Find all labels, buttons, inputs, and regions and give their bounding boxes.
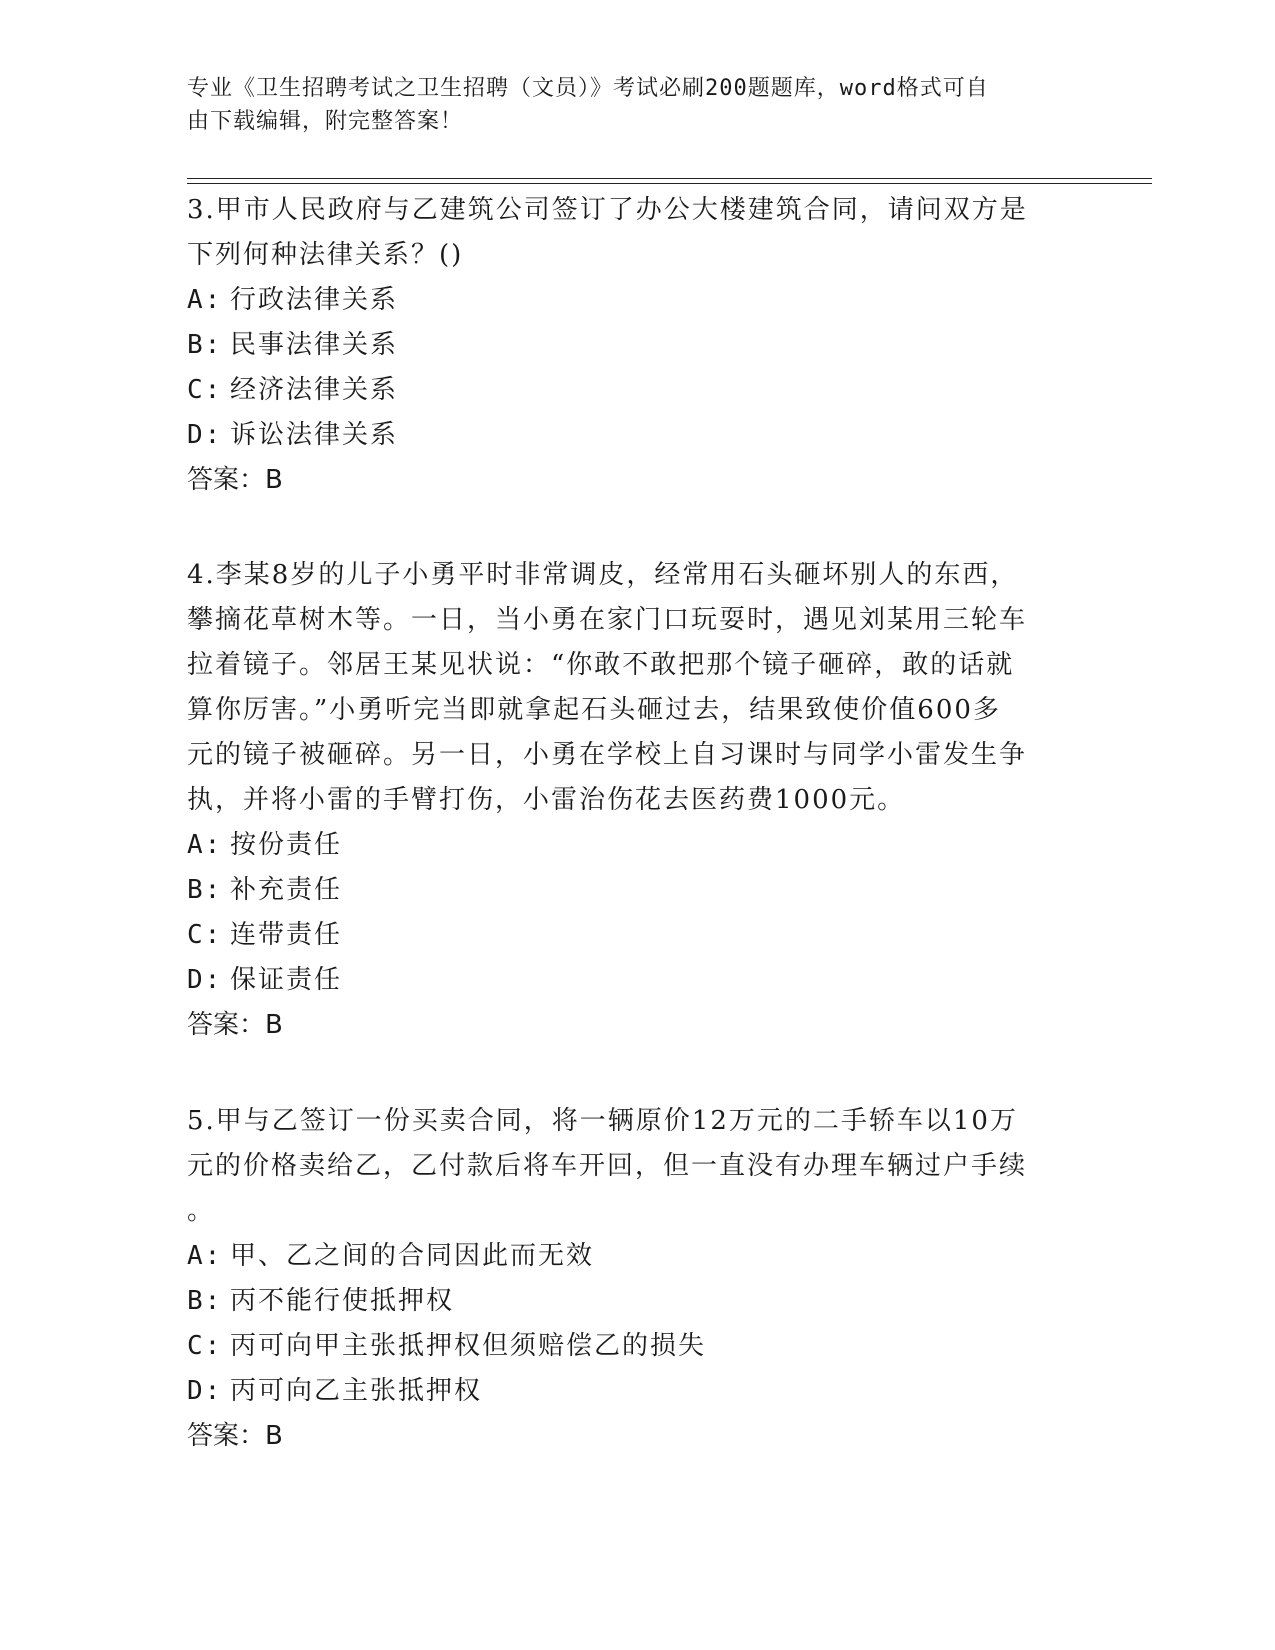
- option-letter: D:: [187, 420, 223, 450]
- question-stem-line: 拉着镜子。邻居王某见状说：“你敢不敢把那个镜子砸碎，敢的话就: [187, 650, 1015, 680]
- option-text: 丙可向甲主张抵押权但须赔偿乙的损失: [230, 1331, 707, 1361]
- option-text: 丙可向乙主张抵押权: [230, 1376, 483, 1406]
- question-stem-line: 下列何种法律关系？(): [187, 240, 464, 270]
- question-stem-line: 算你厉害。”小勇听完当即就拿起石头砸过去，结果致使价值600多: [187, 695, 1001, 725]
- option-c: [187, 368, 1067, 413]
- header-divider-bottom: [187, 183, 1152, 184]
- option-text: 诉讼法律关系: [230, 420, 399, 450]
- option-text: 补充责任: [230, 875, 343, 905]
- answer-line: 答案：B: [187, 1421, 283, 1451]
- question-stem-line: 元的价格卖给乙，乙付款后将车开回，但一直没有办理车辆过户手续: [187, 1151, 1028, 1181]
- option-text: 行政法律关系: [230, 285, 399, 315]
- option-b: [187, 323, 1067, 368]
- option-letter: B:: [187, 1286, 223, 1316]
- option-b: [187, 868, 1067, 913]
- option-d: [187, 1369, 1067, 1414]
- option-text: 民事法律关系: [230, 330, 399, 360]
- option-letter: C:: [187, 375, 223, 405]
- option-letter: A:: [187, 1241, 223, 1271]
- option-text: 甲、乙之间的合同因此而无效: [230, 1241, 595, 1271]
- option-b: [187, 1279, 1067, 1324]
- option-letter: D:: [187, 965, 223, 995]
- option-text: 丙不能行使抵押权: [230, 1286, 455, 1316]
- option-letter: A:: [187, 285, 223, 315]
- option-text: 连带责任: [230, 920, 343, 950]
- question-5: [187, 1099, 1067, 1459]
- option-a: [187, 823, 1067, 868]
- option-letter: C:: [187, 920, 223, 950]
- option-text: 保证责任: [230, 965, 343, 995]
- question-3: [187, 188, 1067, 503]
- question-stem-line: 3.甲市人民政府与乙建筑公司签订了办公大楼建筑合同，请问双方是: [187, 195, 1028, 225]
- option-d: [187, 413, 1067, 458]
- option-a: [187, 1234, 1067, 1279]
- question-stem-line: 4.李某8岁的儿子小勇平时非常调皮，经常用石头砸坏别人的东西，: [187, 560, 1019, 590]
- option-letter: B:: [187, 330, 223, 360]
- option-text: 经济法律关系: [230, 375, 399, 405]
- question-stem-line: 执，并将小雷的手臂打伤，小雷治伤花去医药费1000元。: [187, 785, 906, 815]
- option-c: [187, 1324, 1067, 1369]
- option-letter: C:: [187, 1331, 223, 1361]
- document-header: [187, 72, 1067, 138]
- question-4: [187, 553, 1067, 1048]
- answer-line: 答案：B: [187, 1010, 283, 1040]
- header-line-2: 由下载编辑，附完整答案！: [187, 109, 464, 134]
- header-line-1: 专业《卫生招聘考试之卫生招聘（文员）》考试必刷200题题库，word格式可自: [187, 76, 989, 101]
- header-divider-top: [187, 178, 1152, 179]
- answer-line: 答案：B: [187, 465, 283, 495]
- option-a: [187, 278, 1067, 323]
- option-c: [187, 913, 1067, 958]
- option-letter: D:: [187, 1376, 223, 1406]
- question-stem-line: 攀摘花草树木等。一日，当小勇在家门口玩耍时，遇见刘某用三轮车: [187, 605, 1028, 635]
- question-stem-line: 。: [187, 1196, 216, 1226]
- option-d: [187, 958, 1067, 1003]
- option-letter: A:: [187, 830, 223, 860]
- option-letter: B:: [187, 875, 223, 905]
- option-text: 按份责任: [230, 830, 343, 860]
- question-stem-line: 元的镜子被砸碎。另一日，小勇在学校上自习课时与同学小雷发生争: [187, 740, 1028, 770]
- question-stem-line: 5.甲与乙签订一份买卖合同，将一辆原价12万元的二手轿车以10万: [187, 1106, 1018, 1136]
